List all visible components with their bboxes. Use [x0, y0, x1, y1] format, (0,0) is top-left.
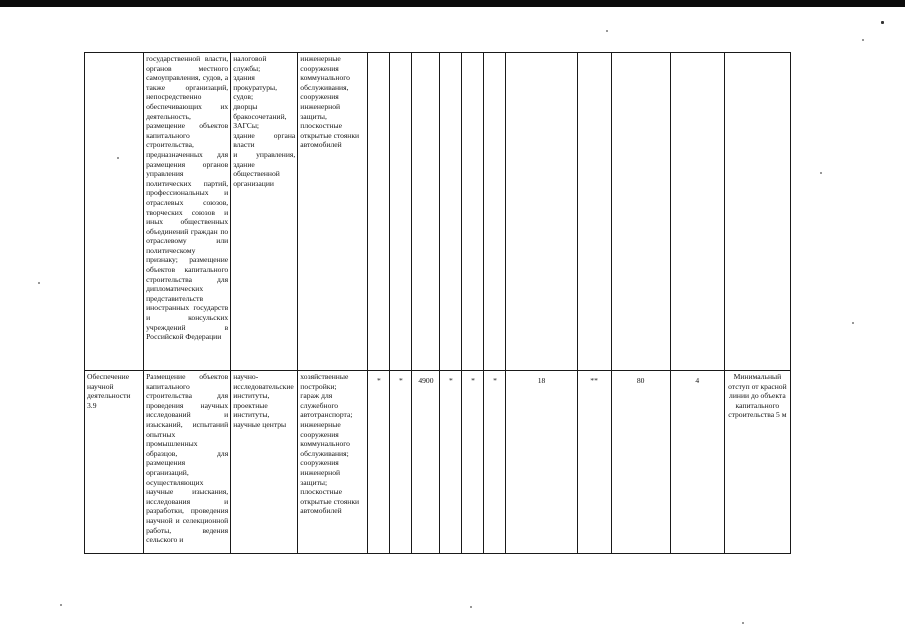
land-use-type-cell: Обеспечение научной деятельности 3.9 — [85, 371, 144, 554]
scan-speck — [820, 172, 822, 174]
param-cell — [506, 53, 577, 371]
param-cell: * — [440, 371, 462, 554]
param-cell: 4900 — [412, 371, 440, 554]
param-cell: 80 — [611, 371, 670, 554]
param-cell: ** — [577, 371, 611, 554]
scan-speck — [881, 21, 884, 24]
param-cell — [412, 53, 440, 371]
param-cell: * — [390, 371, 412, 554]
scan-speck — [470, 606, 472, 608]
main-permitted-uses-cell: налоговой службы; здания прокуратуры, судов; дворцы бракосочетаний, ЗАГСы; здание органа власти и управления, здание общественной организации — [231, 53, 298, 371]
param-cell — [462, 53, 484, 371]
scan-speck — [60, 604, 62, 606]
scan-speck — [38, 282, 40, 284]
land-use-regulations-table — [84, 52, 791, 554]
param-cell — [368, 53, 390, 371]
scan-speck — [852, 322, 854, 324]
param-cell — [611, 53, 670, 371]
scan-speck — [742, 622, 744, 624]
param-cell — [577, 53, 611, 371]
param-cell: 18 — [506, 371, 577, 554]
table-row — [85, 371, 791, 554]
param-cell: * — [368, 371, 390, 554]
main-permitted-uses-cell: научно-исследовательские институты, проектные институты, научные центры — [231, 371, 298, 554]
scan-speck — [862, 39, 864, 41]
param-cell — [390, 53, 412, 371]
activity-description-cell: государственной власти, органов местного самоуправления, судов, а также организаций, непосредственно обеспечивающих их деятельность, размещение объектов капитального строительства, предназначенных для размещения органов управления политических партий, профессиональных и отраслевых союзов, творческих союзов и иных общественных объединений граждан по отраслевому или политическому признаку; размещение объектов капитального строительства для дипломатических представительств иностранных государств и консульских учреждений в Российской Федерации — [144, 53, 231, 371]
table-row — [85, 53, 791, 371]
auxiliary-uses-cell: хозяйственные постройки; гараж для служебного автотранспорта; инженерные сооружения коммунального обслуживания; сооружения инженерной защиты; плоскостные открытые стоянки автомобилей — [298, 371, 368, 554]
param-cell — [670, 53, 724, 371]
param-cell — [440, 53, 462, 371]
scan-speck — [606, 30, 608, 32]
land-use-type-cell — [85, 53, 144, 371]
param-cell — [484, 53, 506, 371]
param-cell: * — [462, 371, 484, 554]
auxiliary-uses-cell: инженерные сооружения коммунального обслуживания, сооружения инженерной защиты, плоскостные открытые стоянки автомобилей — [298, 53, 368, 371]
scan-top-edge — [0, 0, 905, 7]
param-cell: 4 — [670, 371, 724, 554]
note-cell — [724, 53, 790, 371]
param-cell: * — [484, 371, 506, 554]
activity-description-cell: Размещение объектов капитального строительства для проведения научных исследований и изысканий, испытаний опытных промышленных образцов, для размещения организаций, осуществляющих научные изыскания, исследования и разработки, проведения научной и селекционной работы, ведения сельского и — [144, 371, 231, 554]
note-cell: Минимальный отступ от красной линии до объекта капитального строительства 5 м — [724, 371, 790, 554]
